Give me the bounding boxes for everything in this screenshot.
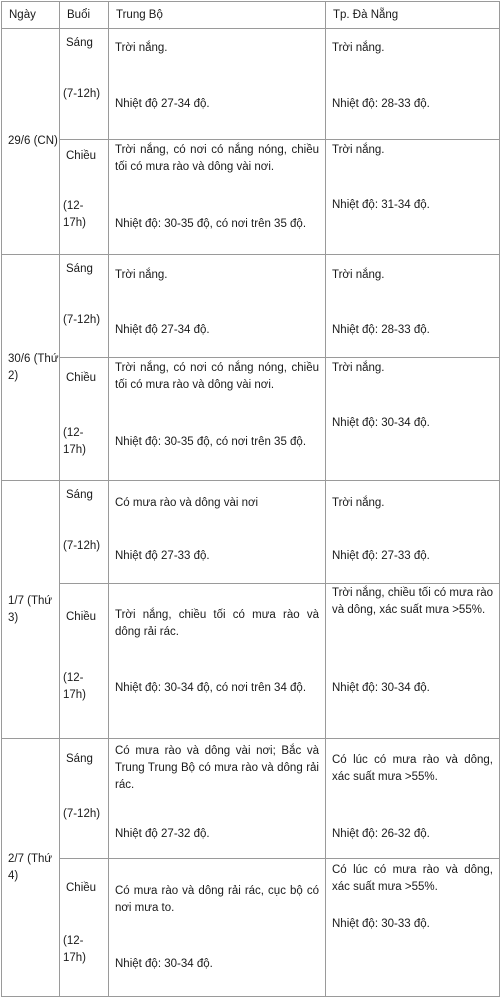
city-temp: Nhiệt độ: 28-33 độ.: [332, 98, 430, 110]
session-hours: (12-17h): [63, 427, 87, 456]
region-temp: Nhiệt độ 27-34 độ.: [115, 324, 210, 336]
session-hours: (12-17h): [63, 935, 87, 964]
table-row: [2, 358, 500, 481]
region-weather: Có mưa rào và dông rải rác, cục bộ có nơi mưa to.: [115, 885, 319, 914]
city-cell: [326, 584, 500, 739]
region-temp: Nhiệt độ 27-33 độ.: [115, 550, 210, 562]
city-weather: Trời nắng, chiều tối có mưa rào và dông, xác suất mưa >55%.: [332, 587, 493, 616]
city-temp: Nhiệt độ: 31-34 độ.: [332, 199, 430, 211]
region-weather: Trời nắng, có nơi có nắng nóng, chiều tối có mưa rào và dông vài nơi.: [115, 362, 319, 391]
city-cell: [326, 481, 500, 584]
city-weather: Có lúc có mưa rào và dông, xác suất mưa >55%.: [332, 754, 493, 783]
city-temp: Nhiệt độ: 27-33 độ.: [332, 550, 430, 562]
session-hours: (7-12h): [63, 88, 101, 100]
day-cell: 30/6 (Thứ 2): [2, 255, 60, 481]
session-cell: [60, 140, 109, 255]
header-row: [2, 2, 500, 29]
session-cell: [60, 358, 109, 481]
session-hours: (7-12h): [63, 314, 101, 326]
session-name: Sáng: [66, 753, 93, 765]
city-cell: [326, 255, 500, 358]
session-hours: (7-12h): [63, 808, 101, 820]
region-cell: [109, 859, 326, 997]
region-cell: [109, 29, 326, 140]
region-weather: Trời nắng.: [115, 42, 168, 54]
session-cell: [60, 29, 109, 140]
table-row: [2, 29, 500, 140]
table-row: [2, 140, 500, 255]
session-name: Chiều: [66, 372, 97, 384]
city-cell: [326, 739, 500, 859]
session-hours: (12-17h): [63, 200, 87, 229]
city-weather: Trời nắng.: [332, 269, 385, 281]
region-temp: Nhiệt độ: 30-35 độ, có nơi trên 35 độ.: [115, 436, 307, 448]
table-row: [2, 739, 500, 859]
header-session: Buổi: [60, 2, 109, 29]
session-hours: (7-12h): [63, 540, 101, 552]
region-cell: [109, 481, 326, 584]
header-day: Ngày: [2, 2, 60, 29]
table-row: [2, 481, 500, 584]
city-temp: Nhiệt độ: 30-33 độ.: [332, 918, 430, 930]
day-cell: 1/7 (Thứ 3): [2, 481, 60, 739]
city-temp: Nhiệt độ: 30-34 độ.: [332, 682, 430, 694]
session-name: Sáng: [66, 37, 93, 49]
day-cell: 29/6 (CN): [2, 29, 60, 255]
session-hours: (12-17h): [63, 672, 87, 701]
session-cell: [60, 481, 109, 584]
session-cell: [60, 739, 109, 859]
region-cell: [109, 358, 326, 481]
city-weather: Trời nắng.: [332, 362, 385, 374]
city-weather: Có lúc có mưa rào và dông, xác suất mưa >55%.: [332, 864, 493, 893]
city-temp: Nhiệt độ: 26-32 độ.: [332, 828, 430, 840]
session-name: Chiều: [66, 611, 97, 623]
city-temp: Nhiệt độ: 30-34 độ.: [332, 417, 430, 429]
city-temp: Nhiệt độ: 28-33 độ.: [332, 324, 430, 336]
header-region: Trung Bộ: [109, 2, 326, 29]
forecast-table: [1, 1, 500, 997]
table-row: [2, 255, 500, 358]
region-weather: Có mưa rào và dông vài nơi: [115, 497, 259, 509]
session-cell: [60, 255, 109, 358]
region-temp: Nhiệt độ 27-34 độ.: [115, 98, 210, 110]
session-cell: [60, 859, 109, 997]
city-weather: Trời nắng.: [332, 497, 385, 509]
region-cell: [109, 584, 326, 739]
table-row: [2, 584, 500, 739]
city-cell: [326, 358, 500, 481]
session-cell: [60, 584, 109, 739]
city-cell: [326, 140, 500, 255]
region-weather: Trời nắng.: [115, 269, 168, 281]
region-temp: Nhiệt độ: 30-34 độ, có nơi trên 34 độ.: [115, 682, 307, 694]
region-weather: Trời nắng, chiều tối có mưa rào và dông rải rác.: [115, 609, 319, 638]
day-cell: 2/7 (Thứ 4): [2, 739, 60, 997]
city-weather: Trời nắng.: [332, 42, 385, 54]
region-weather: Trời nắng, có nơi có nắng nóng, chiều tối có mưa rào và dông vài nơi.: [115, 144, 319, 173]
city-cell: [326, 29, 500, 140]
city-cell: [326, 859, 500, 997]
region-cell: [109, 255, 326, 358]
region-temp: Nhiệt độ: 30-35 độ, có nơi trên 35 độ.: [115, 218, 307, 230]
region-temp: Nhiệt độ 27-32 độ.: [115, 828, 210, 840]
table-row: [2, 859, 500, 997]
session-name: Chiều: [66, 150, 97, 162]
session-name: Chiều: [66, 882, 97, 894]
region-cell: [109, 140, 326, 255]
region-cell: [109, 739, 326, 859]
city-weather: Trời nắng.: [332, 144, 385, 156]
region-temp: Nhiệt độ: 30-34 độ.: [115, 958, 213, 970]
header-city: Tp. Đà Nẵng: [326, 2, 500, 29]
session-name: Sáng: [66, 263, 93, 275]
region-weather: Có mưa rào và dông vài nơi; Bắc và Trung Trung Bộ có mưa rào và dông rải rác.: [115, 745, 319, 791]
session-name: Sáng: [66, 489, 93, 501]
